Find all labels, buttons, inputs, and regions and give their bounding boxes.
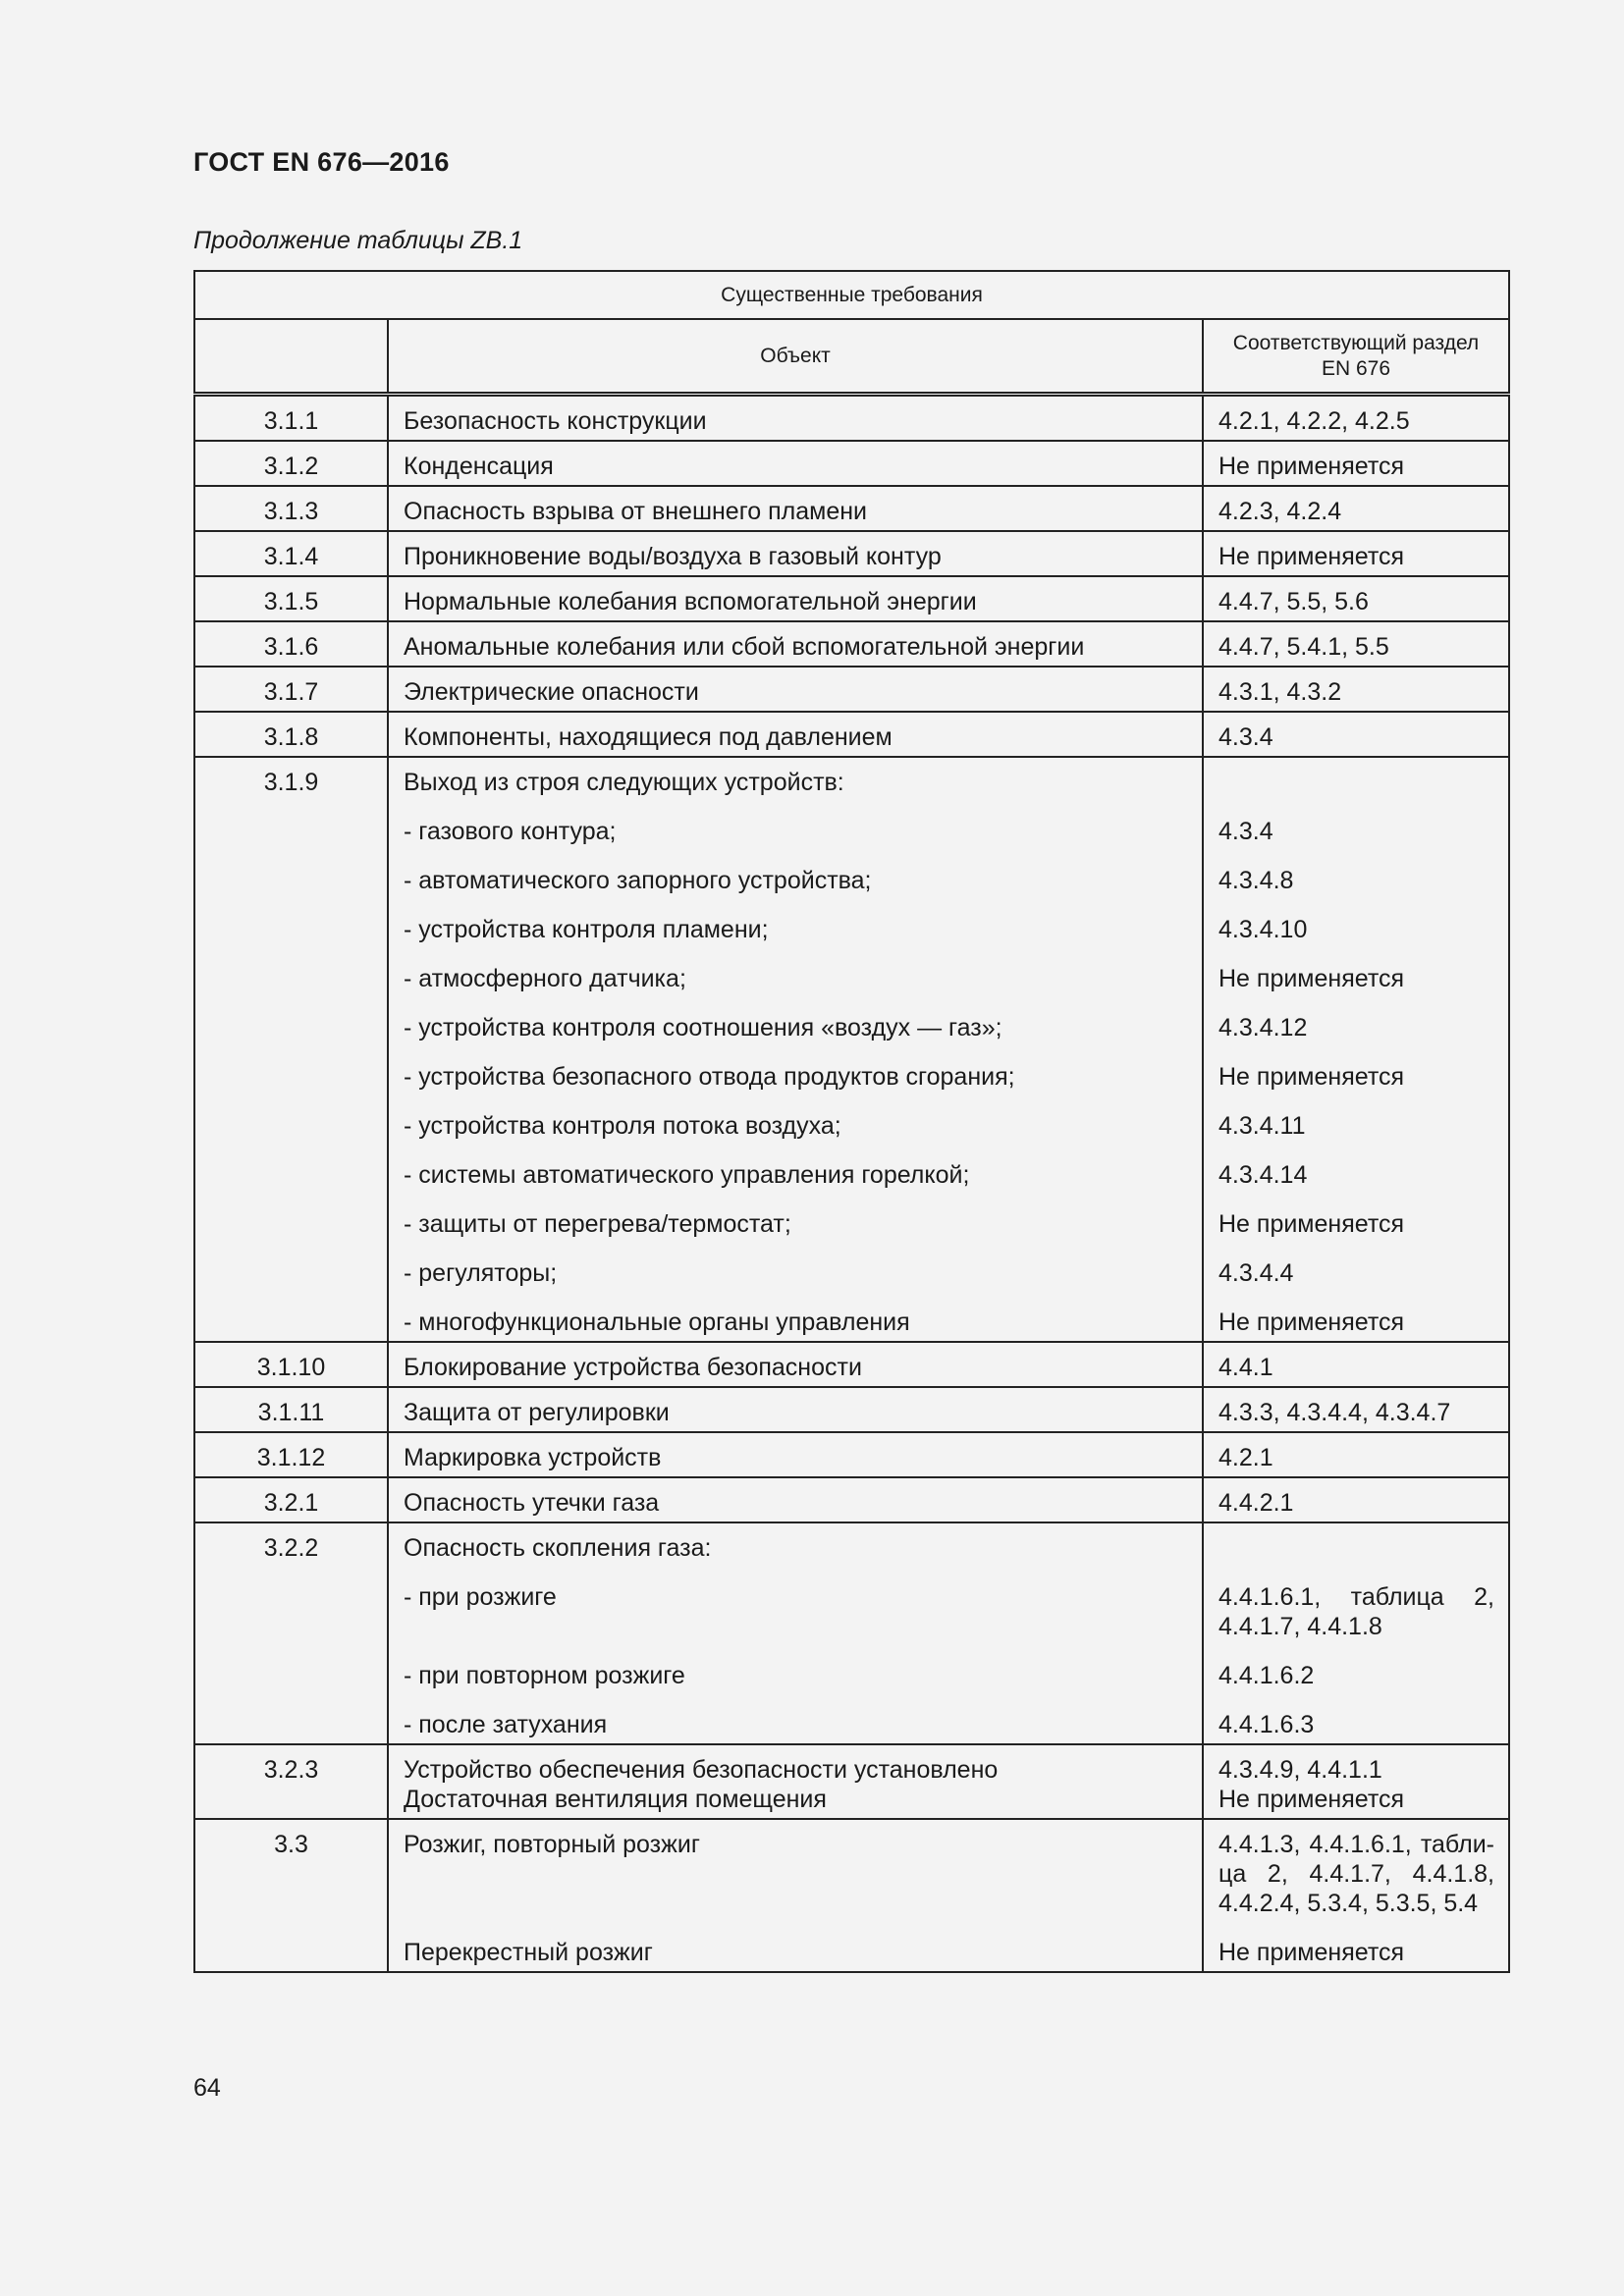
header-section — [1203, 319, 1509, 395]
cell-number: 3.1.8 — [194, 712, 388, 757]
cell-object — [388, 1744, 1203, 1819]
object-line: - газового контура; — [404, 818, 617, 845]
table-row — [194, 667, 1509, 712]
object-line: - регуляторы; — [404, 1259, 558, 1287]
object-line: Выход из строя следующих устройств: — [404, 769, 844, 796]
table-body — [194, 271, 1509, 1972]
object-line: Нормальные колебания вспомогательной энергии — [404, 588, 977, 615]
cell-section — [1203, 1477, 1509, 1522]
header-number — [194, 319, 388, 395]
table-row — [194, 531, 1509, 576]
cell-number: 3.1.1 — [194, 395, 388, 442]
section-line: 4.4.2.1 — [1218, 1489, 1294, 1517]
cell-number: 3.1.9 — [194, 757, 388, 1342]
object-line: Аномальные колебания или сбой вспомогательной энергии — [404, 633, 1085, 661]
object-line: Маркировка устройств — [404, 1444, 662, 1471]
cell-section — [1203, 395, 1509, 442]
cell-number: 3.1.3 — [194, 486, 388, 531]
cell-object — [388, 1819, 1203, 1972]
section-line: 4.3.4.8 — [1218, 867, 1294, 894]
section-line: Не применяется — [1218, 965, 1405, 992]
cell-object — [388, 1387, 1203, 1432]
cell-object — [388, 531, 1203, 576]
header-essential-requirements: Существенные требования — [194, 271, 1509, 319]
object-line: - устройства контроля потока воздуха; — [404, 1112, 841, 1140]
section-line: 4.3.4.9, 4.4.1.1 — [1218, 1756, 1382, 1784]
section-line — [1218, 768, 1494, 797]
cell-object — [388, 1432, 1203, 1477]
cell-section — [1203, 1387, 1509, 1432]
table-row — [194, 757, 1509, 1342]
object-line: Розжиг, повторный розжиг — [404, 1831, 700, 1858]
cell-section — [1203, 621, 1509, 667]
object-line: - автоматического запорного устройства; — [404, 867, 872, 894]
section-line: Не применяется — [1218, 1063, 1405, 1091]
cell-number: 3.1.4 — [194, 531, 388, 576]
cell-section — [1203, 712, 1509, 757]
section-line: 4.3.4.4 — [1218, 1259, 1294, 1287]
table-row — [194, 486, 1509, 531]
table-row — [194, 1744, 1509, 1819]
section-line: 4.3.4 — [1218, 818, 1273, 845]
section-line: 4.2.1 — [1218, 1444, 1273, 1471]
cell-number: 3.2.1 — [194, 1477, 388, 1522]
document-header: ГОСТ EN 676—2016 — [193, 147, 450, 177]
cell-number: 3.1.6 — [194, 621, 388, 667]
cell-number: 3.3 — [194, 1819, 388, 1972]
object-line: Перекрестный розжиг — [404, 1939, 653, 1966]
section-line: 4.4.1.6.1, таблица 2, 4.4.1.7, 4.4.1.8 — [1218, 1583, 1494, 1640]
object-line: - устройства контроля пламени; — [404, 916, 769, 943]
object-line: Опасность взрыва от внешнего пламени — [404, 498, 868, 525]
table-row — [194, 441, 1509, 486]
header-section-label: Соответствующий раздел EN 676 — [1232, 331, 1480, 380]
object-line: Электрические опасности — [404, 678, 699, 706]
table-row — [194, 576, 1509, 621]
cell-object — [388, 395, 1203, 442]
section-line: 4.3.4 — [1218, 723, 1273, 751]
cell-number: 3.2.2 — [194, 1522, 388, 1744]
header-object: Объект — [388, 319, 1203, 395]
table-row — [194, 712, 1509, 757]
section-line: 4.4.7, 5.4.1, 5.5 — [1218, 633, 1389, 661]
cell-section — [1203, 576, 1509, 621]
table-row — [194, 1477, 1509, 1522]
section-line: 4.3.1, 4.3.2 — [1218, 678, 1342, 706]
cell-number: 3.1.10 — [194, 1342, 388, 1387]
object-line: Устройство обеспечения безопасности установлено — [404, 1756, 999, 1784]
table-row — [194, 1342, 1509, 1387]
cell-object — [388, 576, 1203, 621]
cell-number: 3.1.5 — [194, 576, 388, 621]
cell-section — [1203, 667, 1509, 712]
table-column-header-row — [194, 319, 1509, 395]
cell-object — [388, 757, 1203, 1342]
object-line: - после затухания — [404, 1711, 608, 1738]
section-line: Не применяется — [1218, 1308, 1405, 1336]
object-line: Безопасность конструкции — [404, 407, 707, 435]
table-row — [194, 395, 1509, 442]
object-line: - многофункциональные органы управления — [404, 1308, 910, 1336]
section-line: Не применяется — [1218, 1786, 1405, 1813]
object-line: - атмосферного датчика; — [404, 965, 686, 992]
cell-section — [1203, 441, 1509, 486]
section-line: Не применяется — [1218, 1939, 1405, 1966]
cell-section — [1203, 531, 1509, 576]
object-line: - при повторном розжиге — [404, 1662, 685, 1689]
object-line: Достаточная вентиляция помещения — [404, 1786, 827, 1813]
object-line: Блокирование устройства безопасности — [404, 1354, 862, 1381]
page-number: 64 — [193, 2074, 221, 2102]
cell-number: 3.1.11 — [194, 1387, 388, 1432]
cell-section — [1203, 1522, 1509, 1744]
object-line: Проникновение воды/воздуха в газовый контур — [404, 543, 942, 570]
object-line: Защита от регулировки — [404, 1399, 670, 1426]
section-line: 4.2.1, 4.2.2, 4.2.5 — [1218, 407, 1410, 435]
section-line: Не применяется — [1218, 1210, 1405, 1238]
cell-section — [1203, 1432, 1509, 1477]
cell-section — [1203, 757, 1509, 1342]
section-line: 4.3.3, 4.3.4.4, 4.3.4.7 — [1218, 1399, 1451, 1426]
cell-section — [1203, 1744, 1509, 1819]
cell-object — [388, 712, 1203, 757]
section-line: 4.4.7, 5.5, 5.6 — [1218, 588, 1369, 615]
object-line: - устройства контроля соотношения «воздух — газ»; — [404, 1014, 1002, 1041]
section-line: 4.4.1.6.2 — [1218, 1662, 1315, 1689]
section-line: 4.4.1.3, 4.4.1.6.1, таблица 2, 4.4.1.7, 4.4.1.8, 4.4.2.4, 5.3.4, 5.3.5, 5.4 — [1218, 1831, 1494, 1917]
cell-section — [1203, 1819, 1509, 1972]
cell-section — [1203, 486, 1509, 531]
cell-object — [388, 1477, 1203, 1522]
object-line: - устройства безопасного отвода продуктов сгорания; — [404, 1063, 1015, 1091]
table-header-row — [194, 271, 1509, 319]
object-line: Опасность скопления газа: — [404, 1534, 712, 1562]
section-line: 4.3.4.11 — [1218, 1112, 1306, 1140]
cell-number: 3.1.12 — [194, 1432, 388, 1477]
cell-section — [1203, 1342, 1509, 1387]
object-line: - при розжиге — [404, 1583, 557, 1611]
table-row — [194, 1432, 1509, 1477]
object-line: Компоненты, находящиеся под давлением — [404, 723, 893, 751]
cell-object — [388, 1342, 1203, 1387]
cell-number: 3.1.7 — [194, 667, 388, 712]
table-row — [194, 1819, 1509, 1972]
section-line: 4.3.4.12 — [1218, 1014, 1308, 1041]
section-line — [1218, 1533, 1494, 1563]
table-row — [194, 621, 1509, 667]
table-row — [194, 1522, 1509, 1744]
cell-number: 3.2.3 — [194, 1744, 388, 1819]
object-line: - системы автоматического управления горелкой; — [404, 1161, 970, 1189]
section-line: 4.3.4.14 — [1218, 1161, 1308, 1189]
cell-object — [388, 441, 1203, 486]
cell-object — [388, 486, 1203, 531]
section-line: 4.4.1 — [1218, 1354, 1273, 1381]
section-line: 4.4.1.6.3 — [1218, 1711, 1315, 1738]
object-line: Опасность утечки газа — [404, 1489, 660, 1517]
cell-object — [388, 1522, 1203, 1744]
requirements-table — [193, 270, 1510, 1973]
object-line: - защиты от перегрева/термостат; — [404, 1210, 791, 1238]
table-row — [194, 1387, 1509, 1432]
object-line: Конденсация — [404, 453, 554, 480]
section-line: Не применяется — [1218, 453, 1405, 480]
section-line: Не применяется — [1218, 543, 1405, 570]
cell-number: 3.1.2 — [194, 441, 388, 486]
section-line: 4.3.4.10 — [1218, 916, 1308, 943]
section-line: 4.2.3, 4.2.4 — [1218, 498, 1342, 525]
cell-object — [388, 667, 1203, 712]
cell-object — [388, 621, 1203, 667]
table-caption: Продолжение таблицы ZB.1 — [193, 227, 523, 254]
